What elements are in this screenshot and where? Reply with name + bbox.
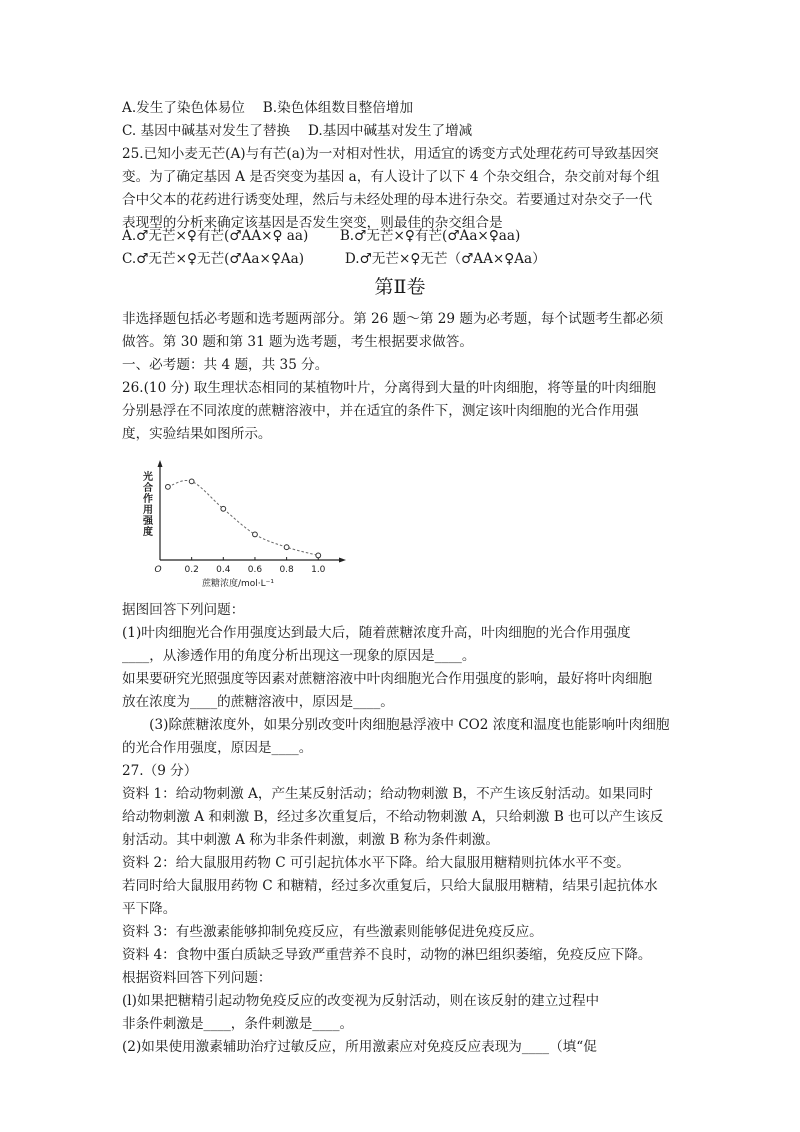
text-line: 的光合作用强度，原因是____。 <box>122 740 313 756</box>
text-line: (1)叶肉细胞光合作用强度达到最大后，随着蔗糖浓度升高，叶肉细胞的光合作用强度 <box>122 625 631 641</box>
x-tick-label: 1.0 <box>311 565 326 575</box>
y-axis-label-char: 合 <box>143 483 153 494</box>
data-point <box>189 479 194 484</box>
option-line: C.♂无芒×♀无芒(♂Aa×♀Aa) D.♂无芒×♀无芒（♂AA×♀Aa） <box>122 251 546 267</box>
option-line: A.♂无芒×♀有芒(♂AA×♀ aa) B.♂无芒×♀有芒(♂Aa×♀aa) <box>122 228 521 244</box>
question-26-text: 度，实验结果如图所示。 <box>122 426 272 442</box>
text-line: 做答。第 30 题和第 31 题为选考题，考生根据要求做答。 <box>122 334 473 350</box>
text-line: 平下降。 <box>122 901 177 917</box>
text-line: 资料 4：食物中蛋白质缺乏导致严重营养不良时，动物的淋巴组织萎缩，免疫反应下降。 <box>122 947 652 963</box>
text-line: 据图回答下列问题： <box>122 602 245 618</box>
text-line: 非选择题包括必考题和选考题两部分。第 26 题～第 29 题为必考题，每个试题考生都必须 <box>122 311 664 327</box>
text-line: 资料 2：给大鼠服用药物 C 可引起抗体水平下降。给大鼠服用糖精则抗体水平不变。 <box>122 855 630 871</box>
data-point <box>316 553 321 558</box>
text-line: 放在浓度为____的蔗糖溶液中，原因是____。 <box>122 694 394 710</box>
text-line: 若同时给大鼠服用药物 C 和糖精，经过多次重复后，只给大鼠服用糖精，结果引起抗体水 <box>122 878 658 894</box>
x-axis-label: 蔗糖浓度/mol·L⁻¹ <box>201 579 275 589</box>
y-axis-label-char: 强 <box>143 516 153 527</box>
text-line: 给动物刺激 A 和刺激 B，经过多次重复后，不给动物刺激 A，只给刺激 B 也可以产生该反 <box>122 809 664 825</box>
option-line: A.发生了染色体易位 B.染色体组数目整倍增加 <box>122 100 414 116</box>
question-27-header: 27.（9 分） <box>122 763 198 779</box>
text-line: 资料 1：给动物刺激 A，产生某反射活动；给动物刺激 B，不产生该反射活动。如果同时 <box>122 786 653 802</box>
data-point <box>253 532 258 537</box>
x-tick-label: 0.4 <box>216 565 231 575</box>
option-line: C. 基因中碱基对发生了替换 D.基因中碱基对发生了增减 <box>122 123 473 139</box>
question-25-text: 合中父本的花药进行诱变处理，然后与未经处理的母本进行杂交。若要通过对杂交子一代 <box>122 192 653 208</box>
x-tick-label: 0.6 <box>247 565 263 575</box>
text-line: 资料 3：有些激素能够抑制免疫反应，有些激素则能够促进免疫反应。 <box>122 924 543 940</box>
text-line: 射活动。其中刺激 A 称为非条件刺激，刺激 B 称为条件刺激。 <box>122 832 499 848</box>
data-point <box>284 545 289 550</box>
question-26-text: 26.(10 分) 取生理状态相同的某植物叶片，分离得到大量的叶肉细胞，将等量的叶肉细胞 <box>122 380 656 396</box>
x-tick-label: 0.8 <box>279 565 294 575</box>
text-line: 根据资料回答下列问题： <box>122 970 272 986</box>
data-point <box>166 484 171 489</box>
data-point <box>221 506 226 511</box>
y-axis-label-char: 度 <box>143 527 153 538</box>
photosynthesis-chart <box>128 452 348 592</box>
text-line: (l)如果把糖精引起动物免疫反应的改变视为反射活动，则在该反射的建立过程中 <box>122 993 600 1009</box>
section-title: 第Ⅱ卷 <box>374 276 426 298</box>
question-26-text: 分别悬浮在不同浓度的蔗糖溶液中，并在适宜的条件下，测定该叶肉细胞的光合作用强 <box>122 403 639 419</box>
text-line: 一、必考题：共 4 题，共 35 分。 <box>122 357 329 373</box>
text-line: (3)除蔗糖浓度外，如果分别改变叶肉细胞悬浮液中 CO2 浓度和温度也能影响叶肉细胞 <box>122 717 670 733</box>
origin-label: O <box>154 565 162 575</box>
text-line: 非条件刺激是____，条件刺激是____。 <box>122 1016 354 1032</box>
y-axis-label-char: 作 <box>143 494 153 505</box>
text-line: (2)如果使用激素辅助治疗过敏反应，所用激素应对免疫反应表现为____（填“促 <box>122 1039 597 1055</box>
x-tick-label: 0.2 <box>184 565 199 575</box>
question-25-text: 25.已知小麦无芒(A)与有芒(a)为一对相对性状，用适宜的诱变方式处理花药可导致基因突 <box>122 146 659 162</box>
question-25-text: 表现型的分析来确定该基因是否发生突变，则最佳的杂交组合是 <box>122 215 503 231</box>
text-line: ____，从渗透作用的角度分析出现这一现象的原因是____。 <box>122 648 476 664</box>
text-line: 如果要研究光照强度等因素对蔗糖溶液中叶肉细胞光合作用强度的影响，最好将叶肉细胞 <box>122 671 653 687</box>
y-axis-label-char: 光 <box>143 472 153 483</box>
y-axis-label <box>142 470 154 538</box>
question-25-text: 变。为了确定基因 A 是否突变为基因 a，有人设计了以下 4 个杂交组合，杂交前对每个组 <box>122 169 660 185</box>
y-axis-label-char: 用 <box>143 505 153 516</box>
